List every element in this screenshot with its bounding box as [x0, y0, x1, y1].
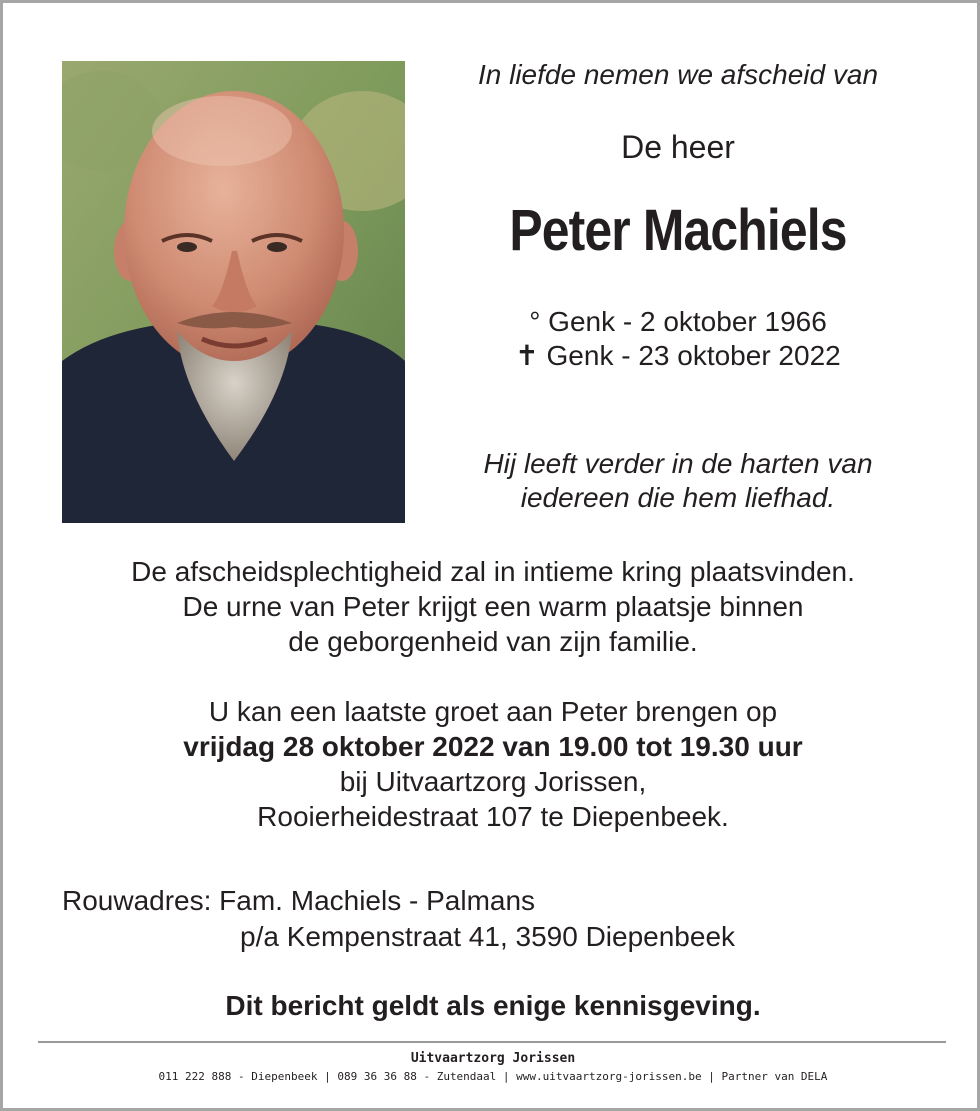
visitation-line-1: U kan een laatste groet aan Peter brengen op	[208, 696, 778, 727]
intro-text: In liefde nemen we afscheid van	[477, 59, 879, 90]
footer-contact-info: 011 222 888 - Diepenbeek | 089 36 36 88 - Zutendaal | www.uitvaartzorg-jorissen.be | Partner van DELA	[158, 1070, 828, 1083]
life-dates	[443, 305, 913, 373]
visitation-line-3: bij Uitvaartzorg Jorissen,	[339, 766, 647, 797]
birth-date: ° Genk - 2 oktober 1966	[529, 306, 827, 337]
portrait-photo	[62, 61, 405, 523]
ceremony-line-1: De afscheidsplechtigheid zal in intieme kring plaatsvinden.	[131, 556, 855, 587]
quote-line-1: Hij leeft verder in de harten van	[483, 448, 873, 479]
address-line-1: Rouwadres: Fam. Machiels - Palmans	[62, 885, 536, 916]
ceremony-line-3: de geborgenheid van zijn familie.	[288, 626, 698, 657]
visitation-datetime: vrijdag 28 oktober 2022 van 19.00 tot 19.30 uur	[183, 731, 803, 762]
memorial-quote	[443, 447, 913, 515]
deceased-name: Peter Machiels	[509, 198, 847, 263]
quote-line-2: iedereen die hem liefhad.	[520, 482, 836, 513]
salutation: De heer	[621, 129, 735, 165]
ceremony-line-2: De urne van Peter krijgt een warm plaatsje binnen	[182, 591, 804, 622]
death-date: ✝ Genk - 23 oktober 2022	[515, 340, 841, 371]
visitation-text	[3, 694, 980, 834]
footer-company: Uitvaartzorg Jorissen	[410, 1051, 576, 1066]
ceremony-text	[3, 554, 980, 659]
mourning-address	[62, 883, 735, 955]
closing-notice: Dit bericht geldt als enige kennisgeving.	[225, 990, 761, 1021]
address-line-2: p/a Kempenstraat 41, 3590 Diepenbeek	[240, 921, 736, 952]
footer-divider	[38, 1041, 946, 1043]
visitation-line-4: Rooierheidestraat 107 te Diepenbeek.	[257, 801, 729, 832]
